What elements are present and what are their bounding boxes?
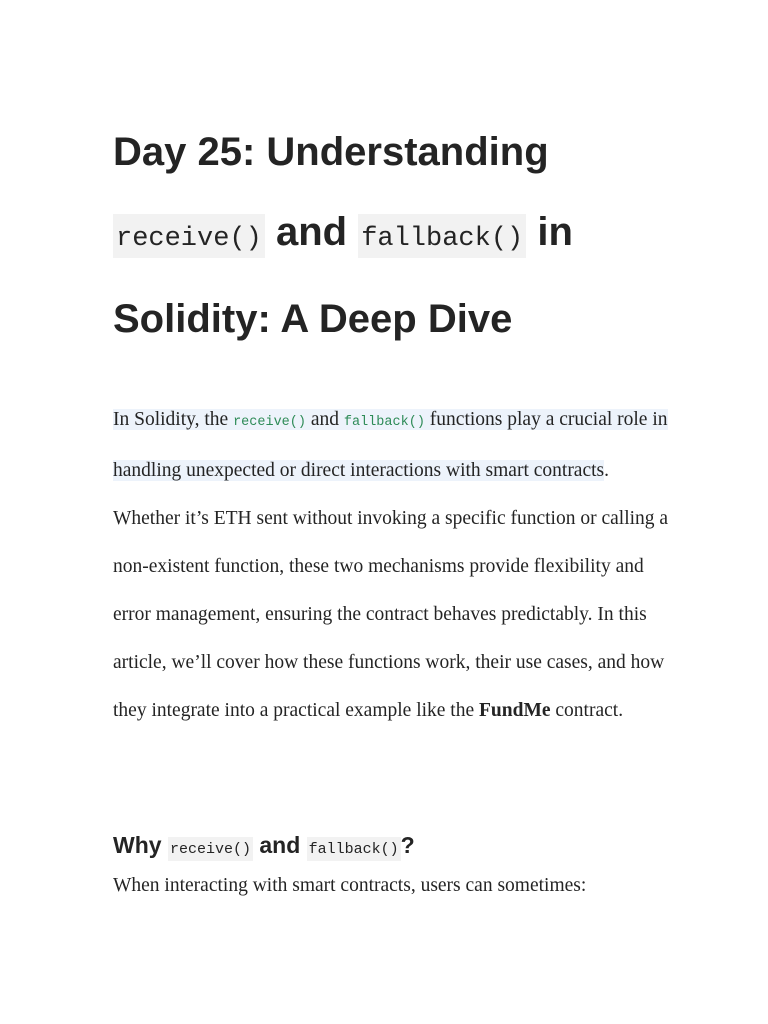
intro-highlight[interactable] — [113, 409, 668, 481]
intro-text-5: contract. — [550, 700, 624, 721]
title-text-1: Day 25: Understanding — [113, 130, 549, 174]
title-code-fallback: fallback() — [358, 214, 526, 258]
heading-code-fallback: fallback() — [307, 837, 401, 861]
title-text-3: in — [537, 210, 573, 254]
title-text-4: Solidity: A Deep Dive — [113, 297, 513, 341]
section-paragraph: When interacting with smart contracts, users can sometimes: — [113, 875, 587, 896]
intro-text-4: . Whether it’s ETH sent without invoking a specific function or calling a non-existent function, these two mechanisms provide flexibility and error management, ensuring the contract behaves predictably. In this article, we’ll cover how these functions work, their use cases, and how they integrate into a practical example like the — [113, 460, 669, 721]
section-heading — [113, 828, 415, 867]
title-code-receive: receive() — [113, 214, 265, 258]
heading-text-2: and — [252, 832, 307, 858]
intro-bold-fundme: FundMe — [479, 700, 551, 721]
heading-code-receive: receive() — [168, 837, 253, 861]
title-text-2: and — [275, 210, 348, 254]
heading-text-3: ? — [400, 832, 415, 858]
intro-code-fallback: fallback() — [343, 415, 425, 430]
article-title — [113, 112, 673, 359]
intro-text-1: In Solidity, the — [113, 409, 234, 430]
intro-text-3: functions play a crucial role in handling unexpected or direct interactions with smart contracts — [113, 409, 668, 481]
heading-text-1: Why — [113, 832, 168, 858]
intro-code-receive: receive() — [233, 415, 306, 430]
intro-paragraph — [113, 396, 673, 735]
intro-text-2: and — [306, 409, 344, 430]
